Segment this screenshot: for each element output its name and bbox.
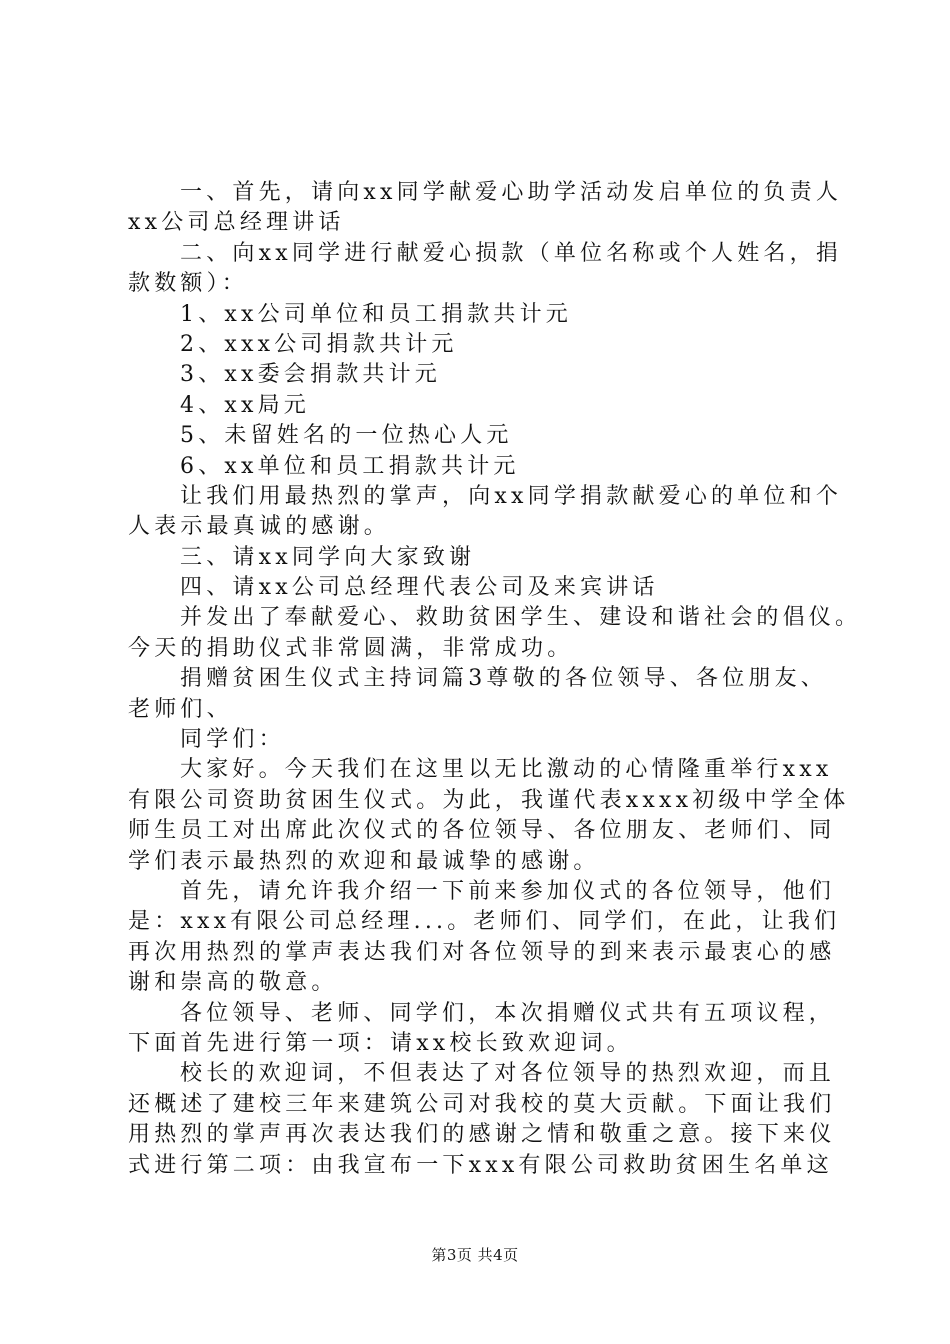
- text-line: 各位领导、老师、同学们，本次捐赠仪式共有五项议程，: [180, 1000, 836, 1026]
- page-footer: 第3页 共4页: [431, 1246, 519, 1264]
- text-line: 并发出了奉献爱心、救助贫困学生、建设和谐社会的倡仪。: [180, 605, 862, 631]
- text-line: 2、xxx公司捐款共计元: [180, 331, 458, 357]
- text-line: 是：xxx有限公司总经理...。老师们、同学们，在此，让我们: [128, 909, 841, 935]
- text-line: 1、xx公司单位和员工捐款共计元: [180, 301, 573, 327]
- text-line: 学们表示最热烈的欢迎和最诚挚的感谢。: [128, 848, 600, 874]
- text-line: 款数额）：: [128, 271, 249, 297]
- text-line: 一、首先，请向xx同学献爱心助学活动发启单位的负责人: [180, 180, 843, 205]
- text-line: 人表示最真诚的感谢。: [128, 514, 391, 540]
- text-line: 今天的捐助仪式非常圆满，非常成功。: [128, 635, 574, 661]
- text-line: 师生员工对出席此次仪式的各位领导、各位朋友、老师们、同: [128, 818, 836, 844]
- text-line: 5、未留姓名的一位热心人元: [180, 423, 513, 449]
- text-line: 大家好。今天我们在这里以无比激动的心情隆重举行xxx: [180, 757, 833, 783]
- text-line: 四、请xx公司总经理代表公司及来宾讲话: [180, 575, 659, 601]
- text-line: 有限公司资助贫困生仪式。为此，我谨代表xxxx初级中学全体: [128, 787, 850, 813]
- text-line: 让我们用最热烈的掌声，向xx同学捐款献爱心的单位和个: [180, 483, 843, 509]
- text-line: 三、请xx同学向大家致谢: [180, 544, 476, 570]
- document-body: [128, 178, 862, 1181]
- text-line: 首先，请允许我介绍一下前来参加仪式的各位领导，他们: [180, 878, 836, 904]
- text-line: 4、xx局元: [180, 392, 311, 418]
- text-line: 捐赠贫困生仪式主持词篇3尊敬的各位领导、各位朋友、: [180, 666, 827, 692]
- text-line: 同学们：: [180, 727, 285, 753]
- text-line: xx公司总经理讲话: [128, 210, 345, 236]
- text-line: 二、向xx同学进行献爱心损款（单位名称或个人姓名，捐: [180, 240, 843, 266]
- text-line: 校长的欢迎词，不但表达了对各位领导的热烈欢迎，而且: [180, 1061, 836, 1087]
- text-line: 下面首先进行第一项：请xx校长致欢迎词。: [128, 1030, 633, 1056]
- text-line: 用热烈的掌声再次表达我们的感谢之情和敬重之意。接下来仪: [128, 1122, 836, 1148]
- text-line: 6、xx单位和员工捐款共计元: [180, 453, 520, 479]
- text-line: 式进行第二项：由我宣布一下xxx有限公司救助贫困生名单这: [128, 1152, 833, 1178]
- text-line: 谢和崇高的敬意。: [128, 970, 338, 996]
- text-line: 再次用热烈的掌声表达我们对各位领导的到来表示最衷心的感: [128, 939, 836, 965]
- text-line: 3、xx委会捐款共计元: [180, 362, 442, 388]
- text-line: 老师们、: [128, 696, 233, 722]
- text-line: 还概述了建校三年来建筑公司对我校的莫大贡献。下面让我们: [128, 1091, 836, 1117]
